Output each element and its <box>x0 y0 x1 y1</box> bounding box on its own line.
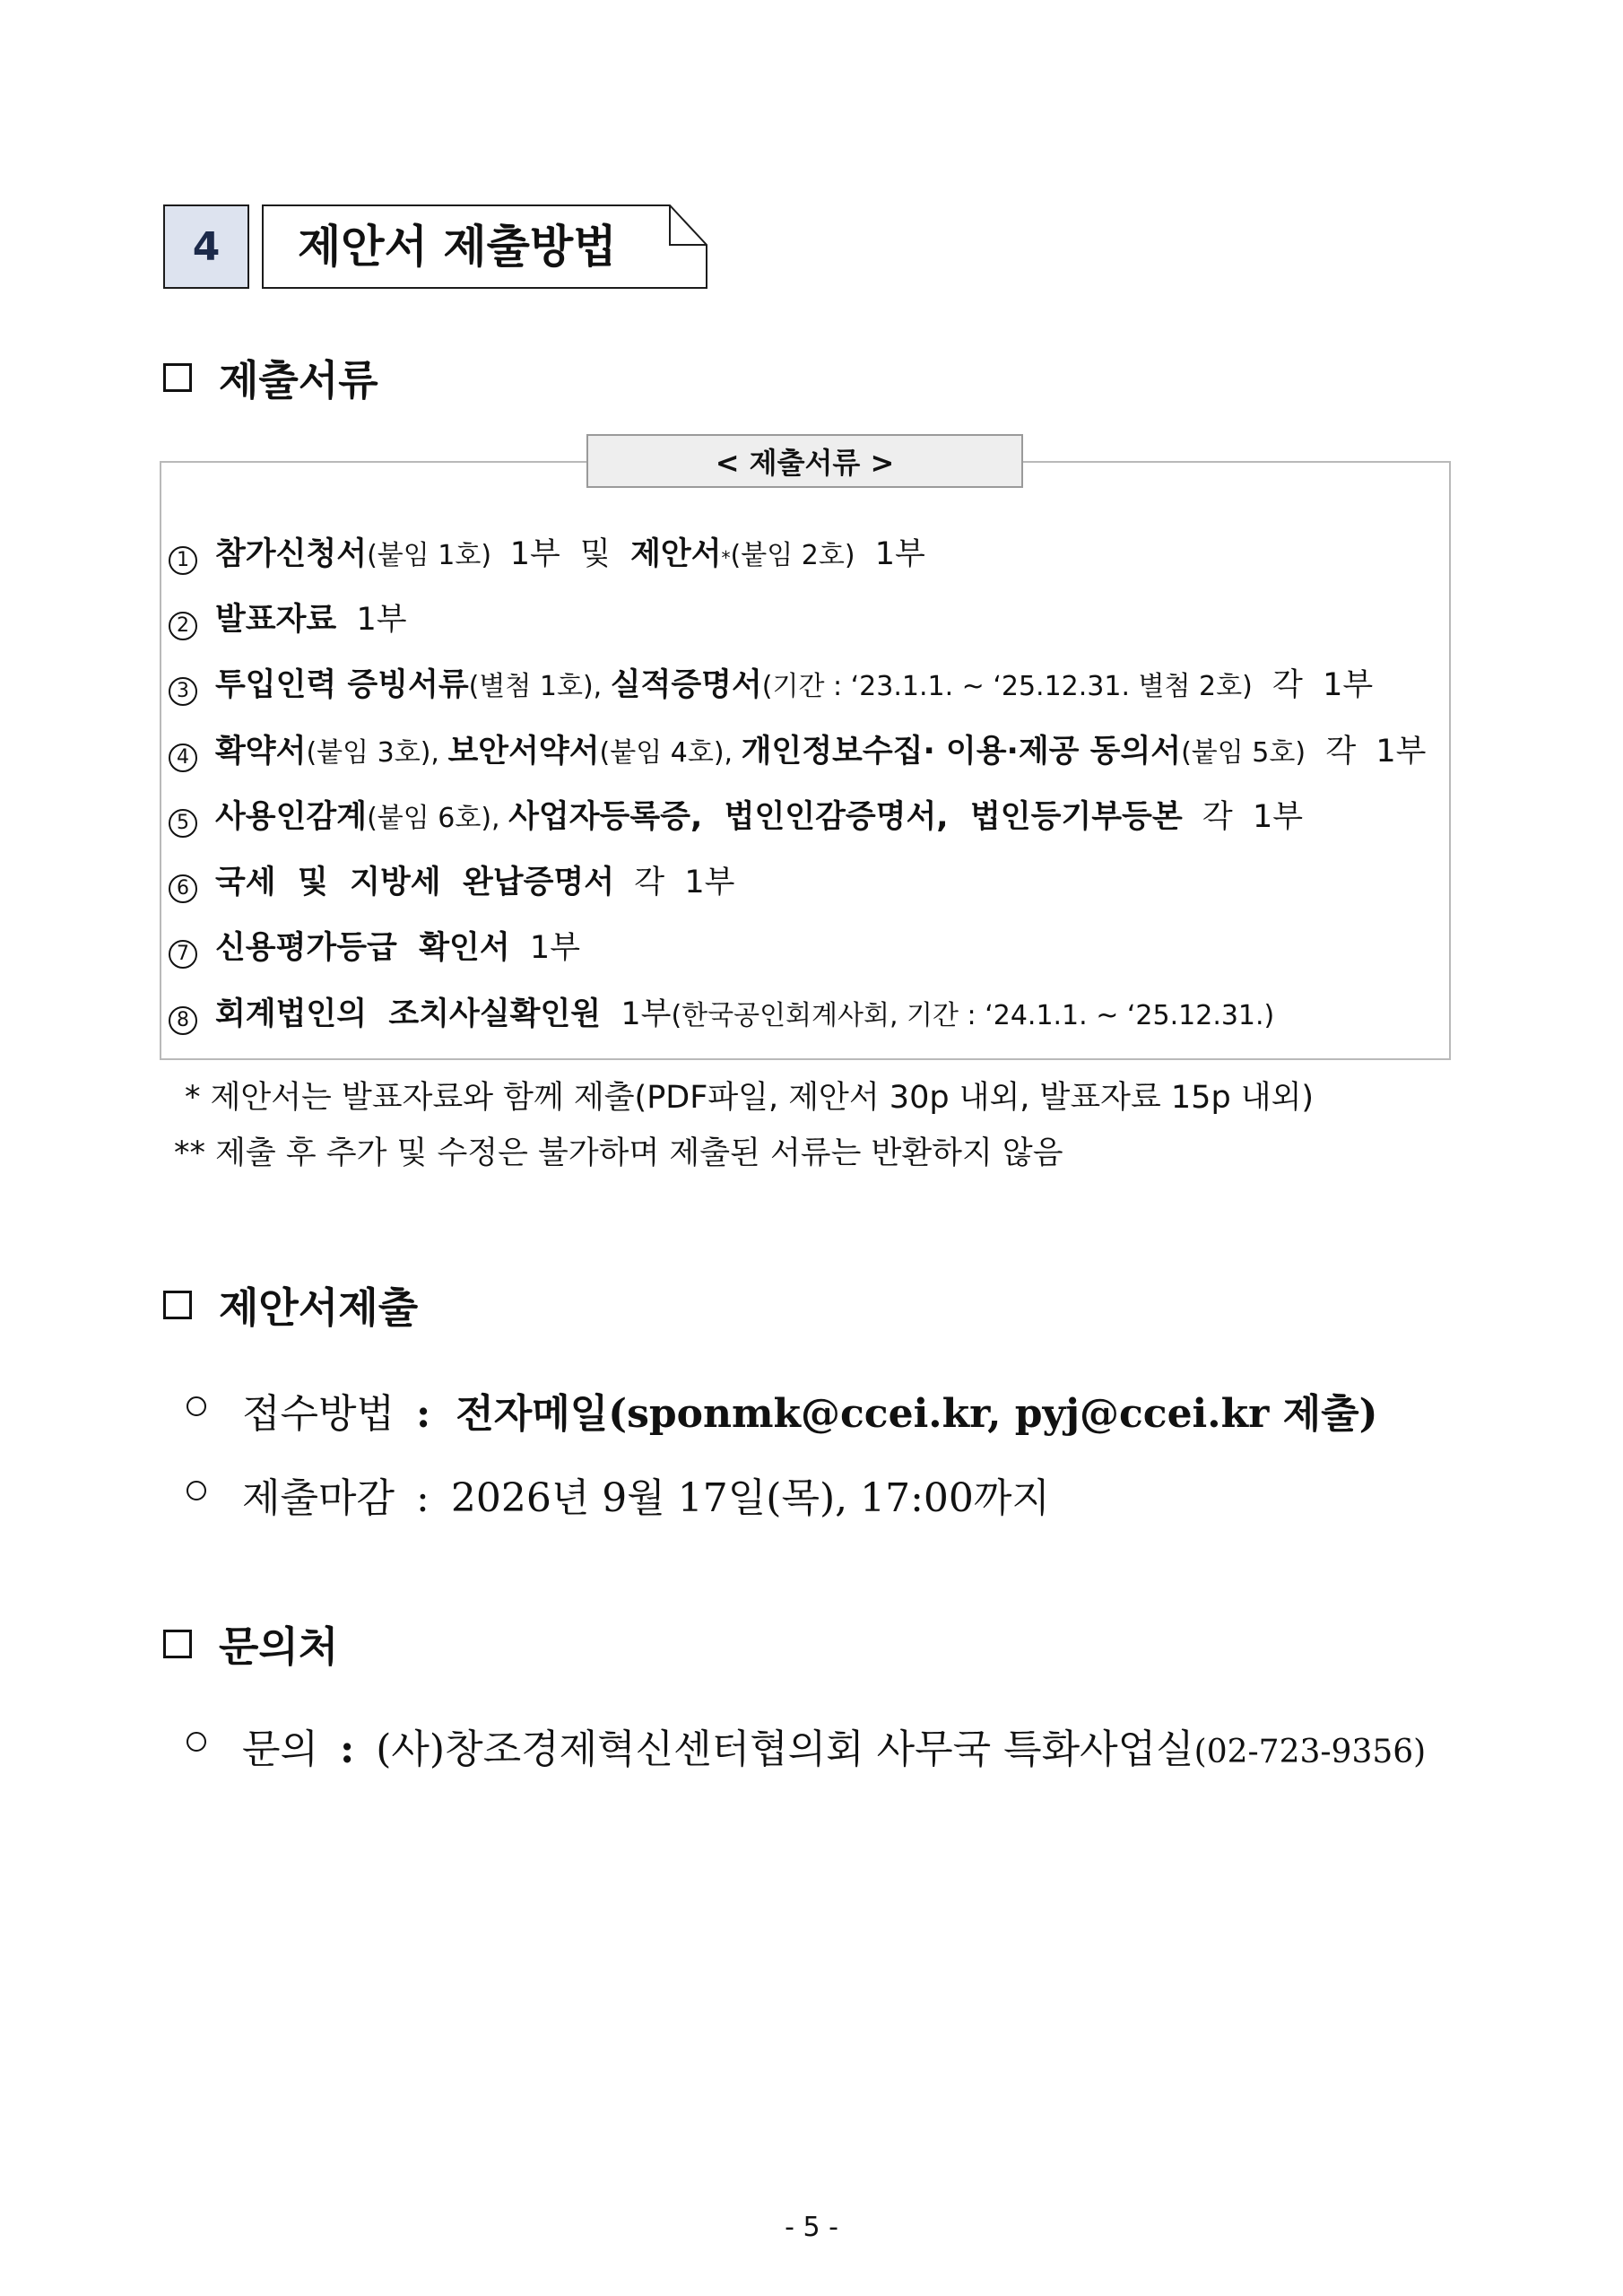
submission-deadline-value: 2026년 9월 17일(목), 17:00까지 <box>450 1475 1050 1521</box>
item-detail: (한국공인회계사회, 기간 : ‘24.1.1. ~ ‘25.12.31.) <box>671 1000 1275 1031</box>
contact-heading-text: 문의처 <box>219 1622 339 1671</box>
item-detail: (붙임 2호) <box>730 540 855 571</box>
document-item <box>169 792 1303 837</box>
item-detail: (붙임 6호), <box>367 803 509 834</box>
item-title: 확약서 <box>215 734 307 770</box>
contact-label: 문의 <box>242 1726 319 1772</box>
contact-line <box>187 1717 1426 1774</box>
submission-heading-text: 제안서제출 <box>219 1283 419 1332</box>
item-title: 실적증명서 <box>610 667 762 703</box>
item-detail: 1부 <box>855 536 925 572</box>
item-detail: (붙임 5호) <box>1181 737 1306 769</box>
circle-bullet-icon <box>187 1732 206 1752</box>
item-detail: (별첨 1호), <box>468 671 611 702</box>
item-detail: (붙임 4호), <box>599 737 742 769</box>
item-title: 발표자료 <box>215 602 337 638</box>
submission-method-value: 전자메일(sponmk@ccei.kr, pyj@ccei.kr 제출) <box>456 1391 1378 1437</box>
item-title: 투입인력 증빙서류 <box>215 667 469 703</box>
item-title: 신용평가등급 확인서 <box>215 930 510 966</box>
item-detail: 1부 <box>336 602 407 638</box>
note-2: ** 제출 후 추가 및 수정은 불가하며 제출된 서류는 반환하지 않음 <box>174 1135 1063 1171</box>
item-title: 사용인감계 <box>215 799 368 835</box>
section-number-badge: 4 <box>163 204 249 289</box>
documents-heading-text: 제출서류 <box>219 356 378 404</box>
item-number-circle: 6 <box>169 874 197 903</box>
document-item <box>169 726 1426 771</box>
item-detail: (붙임 3호), <box>306 737 448 769</box>
section-title-box <box>262 204 707 289</box>
circle-bullet-icon <box>187 1481 206 1500</box>
submission-deadline-sep: : <box>416 1475 430 1521</box>
item-title: 회계법인의 조치사실확인원 <box>215 996 602 1032</box>
item-detail: (기간 : ‘23.1.1. ~ ‘25.12.31. 별첨 2호) <box>761 671 1253 702</box>
documents-box-title: < 제출서류 > <box>586 434 1023 488</box>
documents-heading <box>163 348 378 407</box>
item-title: 참가신청서 <box>215 536 368 572</box>
submission-heading <box>163 1275 418 1335</box>
submission-method-label: 접수방법 <box>242 1391 395 1437</box>
item-detail: 1부 및 <box>499 536 631 572</box>
submission-deadline-label: 제출마감 <box>242 1475 395 1521</box>
page-number: - 5 - <box>785 2212 838 2243</box>
item-number-circle: 4 <box>169 744 197 772</box>
contact-org: (사)창조경제혁신센터협의회 사무국 특화사업실 <box>376 1726 1194 1772</box>
item-title: 개인정보수집· 이용·제공 동의서 <box>741 734 1182 770</box>
item-number-circle: 8 <box>169 1006 197 1035</box>
contact-phone: (02-723-9356) <box>1193 1734 1427 1770</box>
submission-method-sep: : <box>416 1391 431 1437</box>
document-item <box>169 989 1274 1034</box>
circle-bullet-icon <box>187 1396 206 1416</box>
submission-method-line <box>187 1381 1377 1439</box>
contact-heading <box>163 1614 338 1674</box>
item-title: 사업자등록증, 법인인감증명서, 법인등기부등본 <box>508 799 1183 835</box>
item-detail: (붙임 1호) <box>367 540 500 571</box>
checkbox-icon <box>163 363 192 392</box>
item-detail: 각 1부 <box>1182 799 1304 835</box>
document-item <box>169 529 925 574</box>
item-title: 제안서 <box>630 536 722 572</box>
section-title: 제안서 제출방법 <box>298 221 617 273</box>
note-1: * 제안서는 발표자료와 함께 제출(PDF파일, 제안서 30p 내외, 발표자료 15p 내외) <box>185 1080 1315 1116</box>
checkbox-icon <box>163 1291 192 1319</box>
item-detail: 1부 <box>601 996 672 1032</box>
item-number-circle: 1 <box>169 546 197 575</box>
item-title: 국세 및 지방세 완납증명서 <box>215 865 615 900</box>
item-number-circle: 5 <box>169 809 197 838</box>
submission-deadline-line <box>187 1465 1050 1523</box>
document-item <box>169 857 734 902</box>
item-detail: * <box>721 547 731 569</box>
item-title: 보안서약서 <box>447 734 600 770</box>
document-item <box>169 660 1373 705</box>
item-number-circle: 3 <box>169 677 197 706</box>
item-number-circle: 7 <box>169 940 197 969</box>
checkbox-icon <box>163 1630 192 1658</box>
document-item <box>169 923 580 968</box>
item-detail: 각 1부 <box>1252 667 1374 703</box>
item-detail: 각 1부 <box>614 865 735 900</box>
contact-sep: : <box>340 1726 355 1772</box>
item-detail: 각 1부 <box>1306 734 1427 770</box>
document-item <box>169 595 407 639</box>
item-detail: 1부 <box>509 930 581 966</box>
item-number-circle: 2 <box>169 612 197 640</box>
